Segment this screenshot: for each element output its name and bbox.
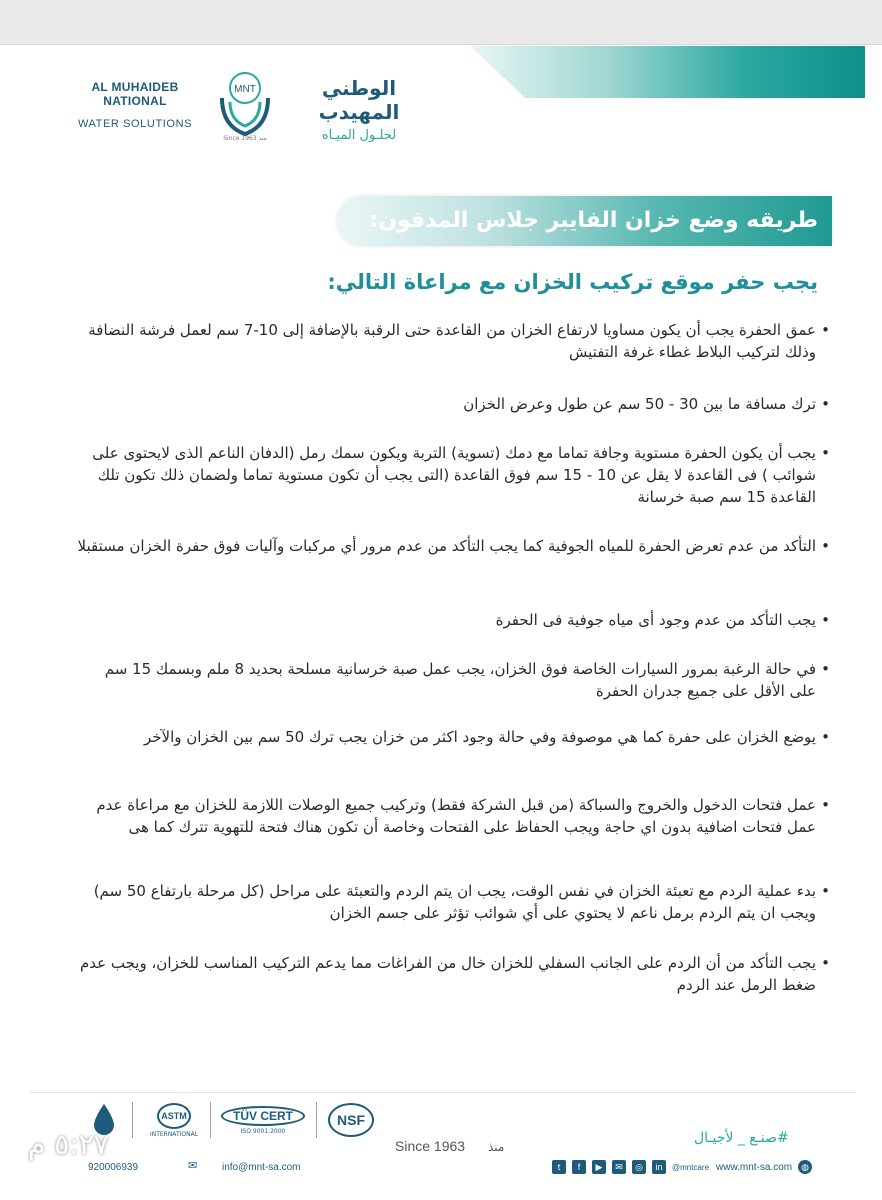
footer-separator — [210, 1102, 211, 1138]
logo-since: Since 1963 منذ — [223, 135, 267, 142]
list-item-text: بدء عملية الردم مع تعبئة الخزان في نفس الوقت، يجب ان يتم الردم والتعبئة على مراحل (كل مرحلة بارتفاع 50 سم) ويجب ان يتم الردم برمل ناعم لا يحتوي على أي شوائب تؤثر على جسم الخزان — [93, 882, 816, 922]
globe-icon: ◍ — [798, 1160, 812, 1174]
footer-separator — [132, 1102, 133, 1138]
list-item: • التأكد من عدم تعرض الحفرة للمياه الجوفية كما يجب التأكد من عدم مرور أي مركبات وآليات فوق حفرة الخزان مستقبلا — [77, 537, 830, 555]
instagram-icon[interactable]: ◎ — [632, 1160, 646, 1174]
company-name-ar-line1: الوطني المهيدب — [318, 76, 400, 124]
list-item-text: عمق الحفرة يجب أن يكون مساويا لارتفاع الخزان من القاعدة حتى الرقبة بالإضافة إلى 10-7 سم لعمل فرشة النضافة وذلك لتركيب البلاط غطاء غرفة التفتيش — [88, 321, 816, 361]
company-name-en-line1: AL MUHAIDEB NATIONAL — [91, 80, 179, 108]
tuv-sub-label: ISO 9001:2000 — [240, 1127, 286, 1135]
since-text: Since 1963 — [395, 1138, 466, 1154]
company-name-en — [60, 80, 210, 130]
linkedin-icon[interactable]: in — [652, 1160, 666, 1174]
list-item-text: عمل فتحات الدخول والخروج والسباكة (من قبل الشركة فقط) وتركيب جميع الوصلات اللازمة للخزان مع مراعاة عدم عمل فتحات اضافية بدون اي حاجة ويجب الحفاظ على الفتحات وخاصة أن تكون هناك فتحة للتهوية تترك كما هى — [96, 796, 816, 836]
nsf-logo — [326, 1100, 376, 1140]
list-item: • يجب أن يكون الحفرة مستوية وجافة تماما مع دمك (تسوية) التربة ويكون سمك رمل (الدفان الناعم الذى لايحتوى على شوائب ) فى القاعدة لا يقل عن 10 - 15 سم فوق القاعدة (التى يجب أن تكون مستوية تماما ولضمان ذلك تكون تلك القاعدة 15 سم صبة خرسانة — [92, 444, 830, 506]
email-social-icon[interactable]: ✉ — [612, 1160, 626, 1174]
email-icon: ✉ — [188, 1160, 198, 1172]
astm-sub-label: INTERNATIONAL — [149, 1130, 199, 1138]
list-item-text: يجب التأكد من أن الردم على الجانب السفلي للخزان خال من الفراغات مما يدعم التركيب المناسب للخزان، ويجب عدم ضغط الرمل عند الردم — [79, 954, 816, 994]
astm-logo — [144, 1100, 204, 1140]
company-name-ar — [284, 76, 434, 143]
list-item-text: يجب التأكد من عدم وجود أى مياه جوفية فى الحفرة — [495, 611, 816, 629]
list-item: • في حالة الرغبة بمرور السيارات الخاصة فوق الخزان، يجب عمل صبة خرسانية مسلحة بحديد 8 ملم وبسمك 15 سم على الأقل على جميع جدران الحفرة — [104, 660, 830, 700]
header-banner — [470, 46, 865, 98]
logo-letters: MNT — [234, 84, 256, 95]
document-title: طريقه وضع خزان الفايبر جلاس المدفون: — [337, 196, 832, 246]
hashtag-slogan: #صنـع _ لأجيـال — [694, 1130, 789, 1146]
list-item: • ترك مسافة ما بين 30 - 50 سم عن طول وعرض الخزان — [463, 395, 830, 413]
youtube-icon[interactable]: ▶ — [592, 1160, 606, 1174]
list-item: • بدء عملية الردم مع تعبئة الخزان في نفس الوقت، يجب ان يتم الردم والتعبئة على مراحل (كل مرحلة بارتفاع 50 سم) ويجب ان يتم الردم برمل ناعم لا يحتوي على أي شوائب تؤثر على جسم الخزان — [93, 882, 830, 922]
list-item: • عمل فتحات الدخول والخروج والسباكة (من قبل الشركة فقط) وتركيب جميع الوصلات اللازمة للخزان مع مراعاة عدم عمل فتحات اضافية بدون اي حاجة ويجب الحفاظ على الفتحات وخاصة أن تكون هناك فتحة للتهوية تترك كما هى — [96, 796, 830, 836]
website[interactable]: www.mnt-sa.com — [716, 1162, 793, 1173]
company-name-en-line2: WATER SOLUTIONS — [77, 118, 193, 130]
phone-number: 920006939 — [88, 1162, 139, 1173]
facebook-icon[interactable]: f — [572, 1160, 586, 1174]
since-text-ar: منذ — [488, 1140, 505, 1154]
list-item-text: في حالة الرغبة بمرور السيارات الخاصة فوق الخزان، يجب عمل صبة خرسانية مسلحة بحديد 8 ملم وبسمك 15 سم على الأقل على جميع جدران الحفرة — [104, 660, 816, 700]
social-handle: @mntcare — [672, 1163, 710, 1172]
astm-label: ASTM — [157, 1103, 191, 1129]
tuv-label: TÜV CERT — [221, 1106, 305, 1126]
list-item-text: ترك مسافة ما بين 30 - 50 سم عن طول وعرض الخزان — [463, 395, 816, 413]
status-clock: ٥:٢٧ م — [28, 1128, 109, 1161]
footer-divider — [30, 1092, 856, 1093]
top-bar — [0, 0, 882, 45]
list-item: • يجب التأكد من عدم وجود أى مياه جوفية فى الحفرة — [495, 611, 830, 629]
twitter-icon[interactable]: t — [552, 1160, 566, 1174]
document-subheading: يجب حفر موقع تركيب الخزان مع مراعاة التالي: — [327, 270, 818, 294]
email-address: info@mnt-sa.com — [222, 1162, 301, 1173]
list-item-text: التأكد من عدم تعرض الحفرة للمياه الجوفية كما يجب التأكد من عدم مرور أي مركبات وآليات فوق حفرة الخزان مستقبلا — [77, 537, 816, 555]
list-item: • يجب التأكد من أن الردم على الجانب السفلي للخزان خال من الفراغات مما يدعم التركيب المناسب للخزان، ويجب عدم ضغط الرمل عند الردم — [79, 954, 830, 994]
list-item-text: يوضع الخزان على حفرة كما هي موصوفة وفي حالة وجود اكثر من خزان يجب ترك 50 سم بين الخزان والآخر — [144, 728, 816, 746]
list-item: • عمق الحفرة يجب أن يكون مساويا لارتفاع الخزان من القاعدة حتى الرقبة بالإضافة إلى 10-7 سم لعمل فرشة النضافة وذلك لتركيب البلاط غطاء غرفة التفتيش — [88, 321, 830, 361]
list-item: • يوضع الخزان على حفرة كما هي موصوفة وفي حالة وجود اكثر من خزان يجب ترك 50 سم بين الخزان والآخر — [144, 728, 830, 746]
footer-separator — [316, 1102, 317, 1138]
tuv-cert-logo — [218, 1100, 308, 1140]
company-name-ar-line2: لحلـول الميـاه — [321, 128, 397, 143]
nsf-label: NSF — [328, 1103, 374, 1137]
list-item-text: يجب أن يكون الحفرة مستوية وجافة تماما مع دمك (تسوية) التربة ويكون سمك رمل (الدفان الناعم الذى لايحتوى على شوائب ) فى القاعدة لا يقل عن 10 - 15 سم فوق القاعدة (التى يجب أن تكون مستوية تماما ولضمان ذلك تكون تلك القاعدة 15 سم صبة خرسانة — [92, 444, 816, 506]
